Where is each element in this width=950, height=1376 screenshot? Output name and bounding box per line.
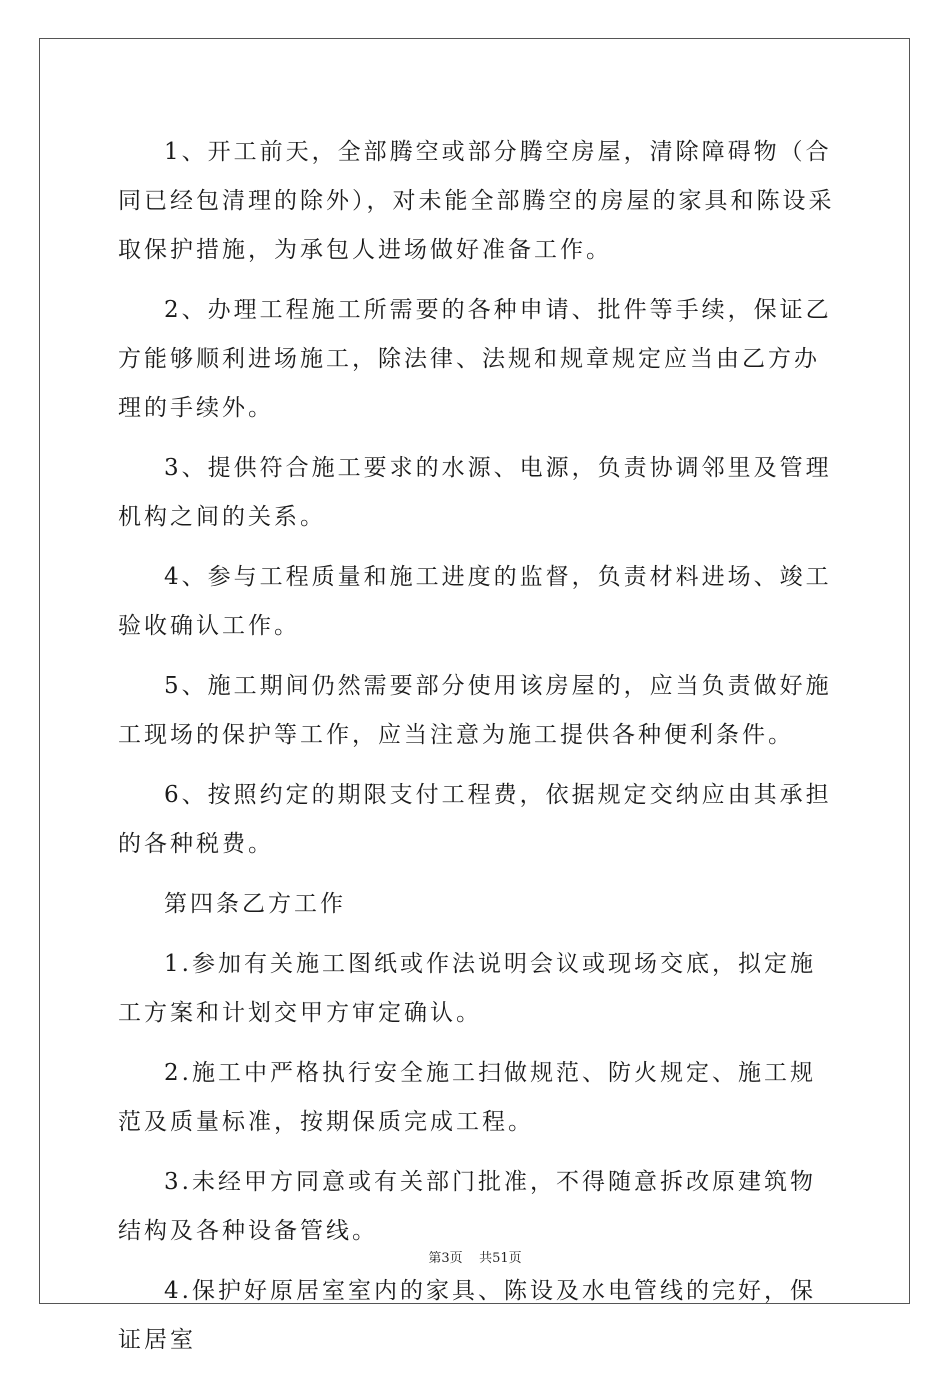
page-footer: 第3页 共51页 [428,1251,522,1266]
paragraph-10: 4.保护好原居室室内的家具、陈设及水电管线的完好，保证居室 [118,1278,816,1353]
paragraph-3: 3、提供符合施工要求的水源、电源，负责协调邻里及管理机构之间的关系。 [118,455,832,530]
paragraph-1: 1、开工前天，全部腾空或部分腾空房屋，清除障碍物（合同已经包清理的除外），对未能全部腾空的房屋的家具和陈设采取保护措施，为承包人进场做好准备工作。 [118,139,835,263]
paragraph-5: 5、施工期间仍然需要部分使用该房屋的，应当负责做好施工现场的保护等工作，应当注意为施工提供各种便利条件。 [118,673,832,748]
paragraph-6: 6、按照约定的期限支付工程费，依据规定交纳应由其承担的各种税费。 [118,782,832,857]
paragraph-4: 4、参与工程质量和施工进度的监督，负责材料进场、竣工验收确认工作。 [118,564,832,639]
paragraph-9: 3.未经甲方同意或有关部门批准，不得随意拆改原建筑物结构及各种设备管线。 [118,1169,816,1244]
paragraph-8: 2.施工中严格执行安全施工扫做规范、防火规定、施工规范及质量标准，按期保质完成工程。 [118,1060,816,1135]
document-body [118,128,838,1376]
section-heading: 第四条乙方工作 [164,891,346,917]
paragraph-2: 2、办理工程施工所需要的各种申请、批件等手续，保证乙方能够顺利进场施工，除法律、法规和规章规定应当由乙方办理的手续外。 [118,297,832,421]
paragraph-7: 1.参加有关施工图纸或作法说明会议或现场交底，拟定施工方案和计划交甲方审定确认。 [118,951,816,1026]
